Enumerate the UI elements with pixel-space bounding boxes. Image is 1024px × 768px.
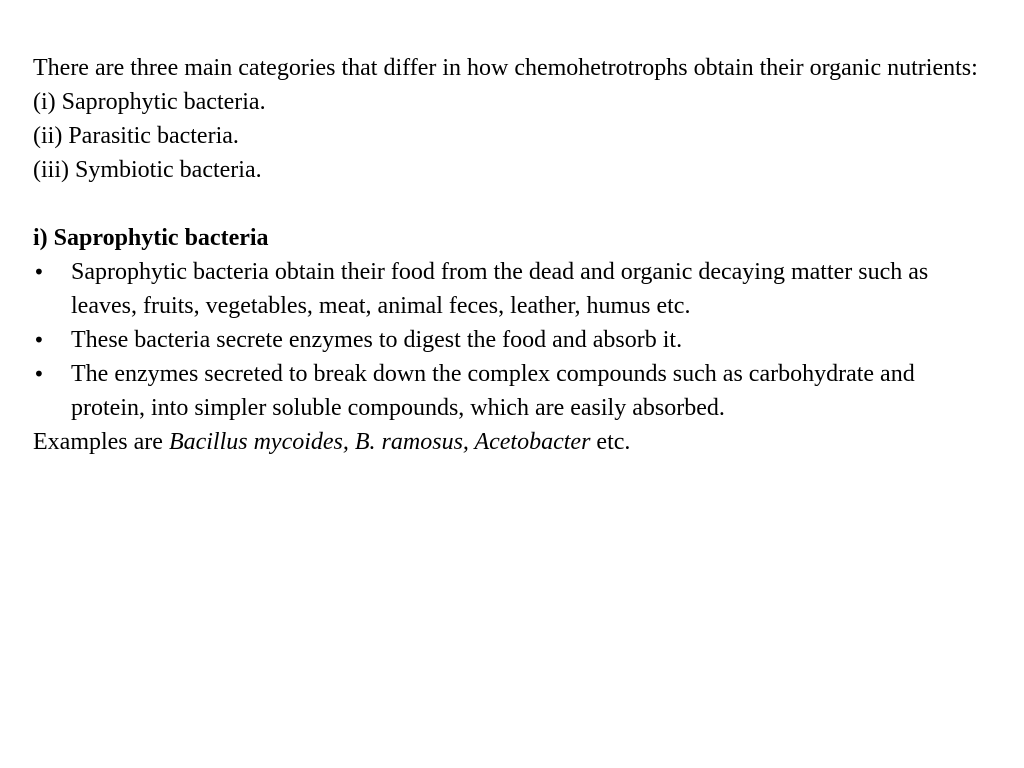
bullet-text: Saprophytic bacteria obtain their food from the dead and organic decaying matter such as leaves, fruits, vegetables, meat, animal feces, leather, humus etc.	[71, 259, 929, 319]
bullet-icon: •	[33, 362, 45, 386]
slide-content	[33, 51, 993, 459]
category-saprophytic: (i) Saprophytic bacteria.	[33, 89, 266, 115]
section-heading: i) Saprophytic bacteria	[33, 225, 269, 251]
bullet-icon: •	[33, 260, 45, 284]
examples-prefix: Examples are	[33, 429, 169, 455]
bullet-item	[33, 255, 993, 323]
examples-line	[33, 425, 993, 459]
category-symbiotic: (iii) Symbiotic bacteria.	[33, 157, 262, 183]
category-parasitic: (ii) Parasitic bacteria.	[33, 123, 239, 149]
bullet-text: The enzymes secreted to break down the complex compounds such as carbohydrate and protein, into simpler soluble compounds, which are easily absorbed.	[71, 361, 915, 421]
examples-suffix: etc.	[590, 429, 631, 455]
bullet-icon: •	[33, 328, 45, 352]
bullet-item	[33, 357, 993, 425]
spacer	[33, 187, 993, 221]
bullet-list	[33, 255, 993, 425]
bullet-text: These bacteria secrete enzymes to digest the food and absorb it.	[71, 327, 683, 353]
intro-paragraph: There are three main categories that differ in how chemohetrotrophs obtain their organic nutrients:	[33, 55, 978, 81]
examples-species: Bacillus mycoides, B. ramosus, Acetobacter	[168, 429, 591, 455]
bullet-item	[33, 323, 993, 357]
